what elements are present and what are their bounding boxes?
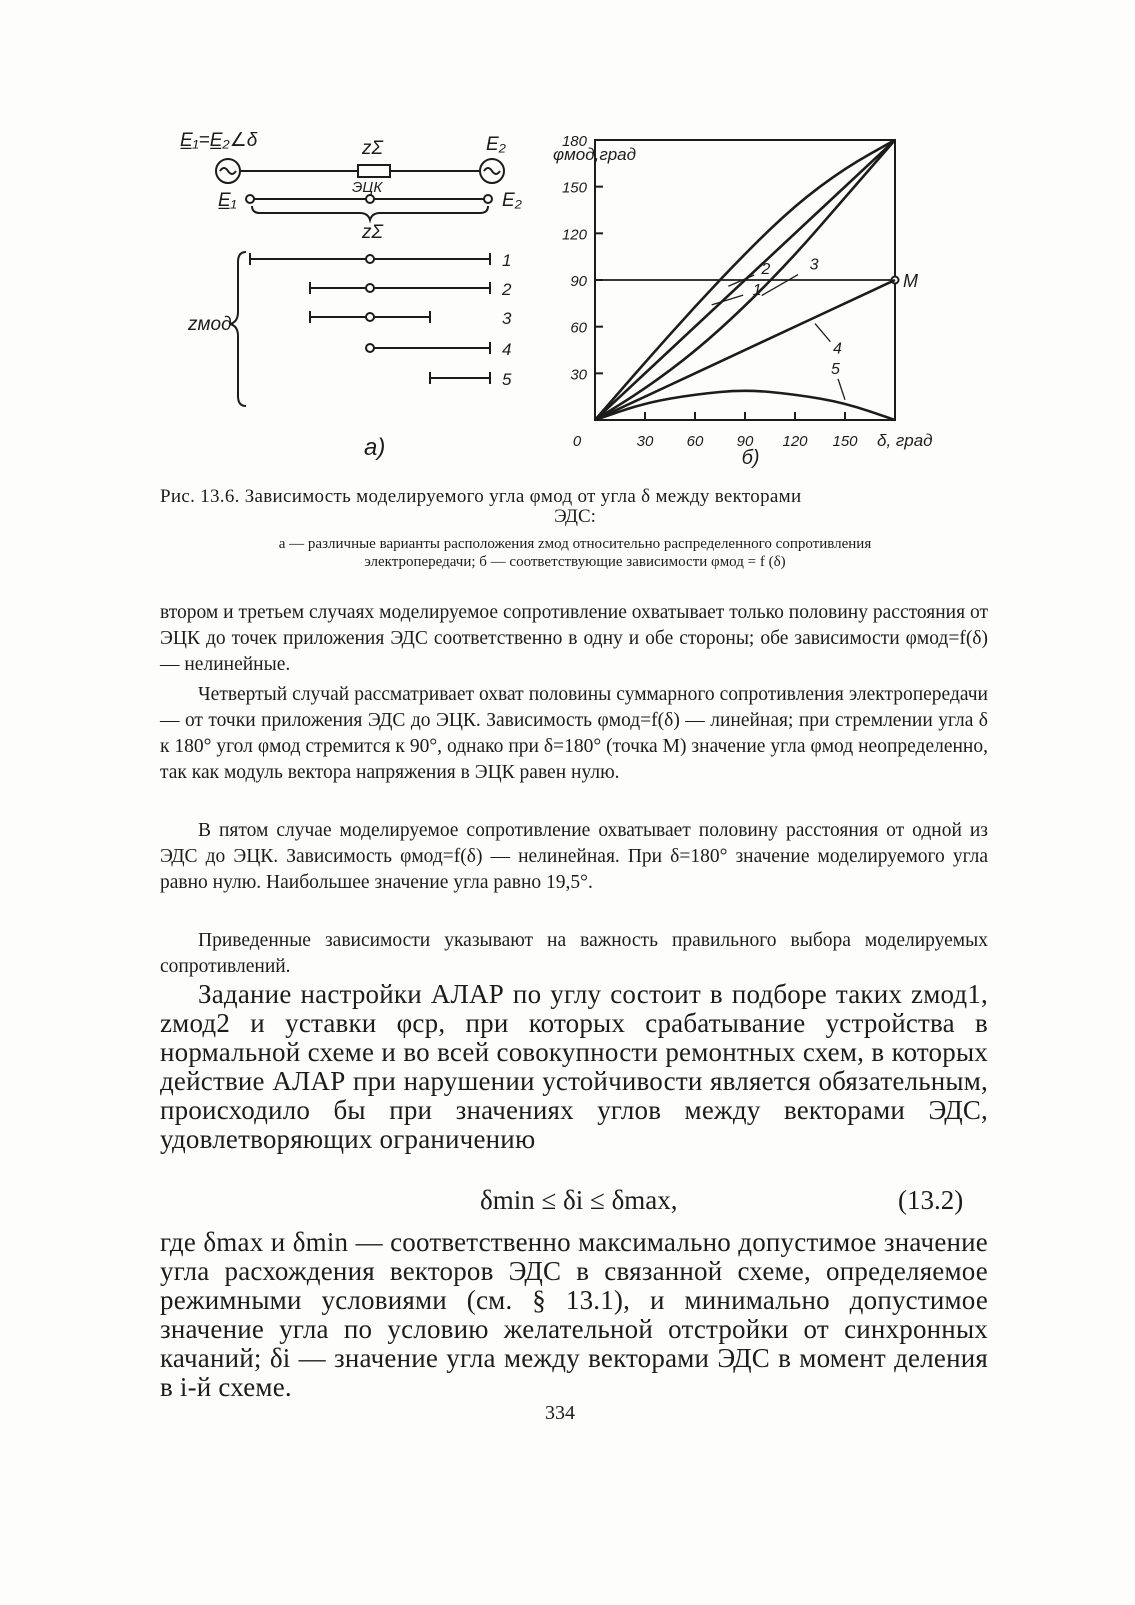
equation-number: (13.2) [898,1185,964,1215]
x-tick-label-90: 90 [736,433,754,450]
paragraph-6: где δmax и δmin — соответственно максимально допустимое значение угла расхождения векторов ЭДС в связанной схеме, определяемое режимными условиями (см. § 13.1), и минимально допустимое значение угла по условию желательной отстройки от синхронных качаний; δi — значение угла между векторами ЭДС в момент деления в i-й схеме. [160,1227,988,1402]
x-tick-label-30: 30 [636,433,654,450]
panel-a-label: а) [364,434,386,461]
y-tick-label-60: 60 [570,319,587,337]
z-sigma-bus-label: zΣ [362,222,383,243]
x-axis-label: δ, град [877,431,933,450]
e2-bus-label: E₂ [502,190,522,211]
e-equation-label: E̲₁=E̲₂∠δ [180,130,258,151]
figure-caption-sub2: электропередачи; б — соответствующие зависимости φмод = f (δ) [364,554,786,570]
y-tick-label-150: 150 [561,179,587,197]
y-tick-label-30: 30 [570,366,587,384]
x-tick-label-120: 120 [782,433,808,450]
zmod-brace [230,252,246,406]
bus-brace [252,206,488,220]
series-label-1: 1 [752,281,762,299]
figure-caption-title: Рис. 13.6. Зависимость моделируемого угла φмод от угла δ между векторами [160,486,802,507]
point-m-label: M [903,271,918,291]
paragraph-5: Задание настройки АЛАР по углу состоит в подборе таких zмод1, zмод2 и уставки φср, при которых срабатывание устройства в нормальной схеме и во всей совокупности ремонтных схем, в которых действие АЛАР при нарушении устойчивости является обязательным, происходило бы при значениях углов между векторами ЭДС, удовлетворяющих ограничению [160,979,988,1154]
y-tick-label-90: 90 [570,273,587,290]
x-tick-label-0: 0 [572,433,582,450]
series-label-4: 4 [833,340,842,358]
series-4-leader [815,324,830,342]
y-tick-label-120: 120 [561,226,587,244]
e2-top-label: E₂ [486,134,506,155]
zmod-label: zмод [188,314,232,335]
paragraph-4: Приведенные зависимости указывают на важность правильного выбора моделируемых сопротивлений. [160,930,988,977]
paragraph-1: втором и третьем случаях моделируемое сопротивление охватывает только половину расстояния от ЭЦК до точек приложения ЭДС соответственно в одну и обе стороны; обе зависимости φмод=f(δ) — нелинейные. [160,602,988,675]
series-5-leader [838,379,845,400]
series-label-2: 2 [761,261,771,279]
x-tick-label-150: 150 [832,433,858,450]
y-tick-label-180: 180 [561,133,587,150]
schematic-panel [180,120,540,470]
panel-b-label: б) [741,447,760,469]
series-label-5: 5 [831,360,840,378]
line-label-2: 2 [502,280,512,299]
impedance-box [358,165,390,177]
series-4-line [595,280,895,420]
ecc-label: ЭЦК [352,179,383,196]
line-label-5: 5 [502,370,512,389]
line-label-3: 3 [502,309,512,328]
line-label-4: 4 [502,340,512,359]
figure-caption-title-cont: ЭДС: [554,506,596,527]
paragraph-2: Четвертый случай рассматривает охват половины суммарного сопротивления электропередачи — от точки приложения ЭДС до ЭЦК. Зависимость φмод=f(δ) — линейная; при стремлении угла δ к 180° угол φмод стремится к 90°, однако при δ=180° (точка M) значение угла φмод неопределенно, так как модуль вектора напряжения в ЭЦК равен нулю. [160,684,988,783]
series-label-3: 3 [809,256,819,274]
y-axis-label: φмод,град [553,145,637,164]
paragraph-3: В пятом случае моделируемое сопротивление охватывает половину расстояния от одной из ЭДС до ЭЦК. Зависимость φмод=f(δ) — нелинейная. При δ=180° значение моделируемого угла равно нулю. Наибольшее значение угла равно 19,5°. [160,820,988,893]
figure-caption-sub1: а — различные варианты расположения zмод относительно распределенного сопротивления [278,536,872,552]
e1-bus-label: E̲₁ [218,190,237,211]
page-number: 334 [545,1402,575,1424]
x-tick-label-60: 60 [686,433,704,450]
formula-13-2: δmin ≤ δi ≤ δmax, [480,1185,678,1215]
line-label-1: 1 [502,251,512,270]
z-sigma-top-label: zΣ [362,138,383,159]
phi-mod-chart [540,115,950,475]
